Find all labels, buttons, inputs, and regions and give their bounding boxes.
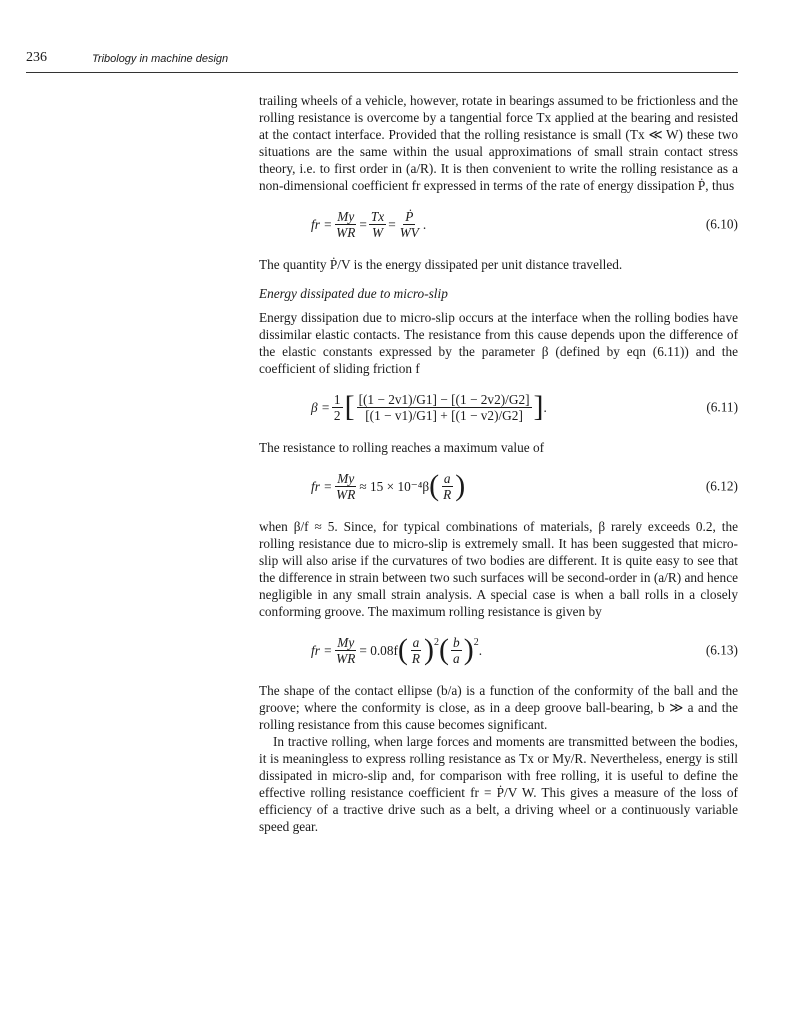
eq612-ratio-denominator: R: [443, 486, 452, 502]
paragraph-tractive-rolling: In tractive rolling, when large forces and moments are transmitted between the bodies, it is meaningless to express rolling resistance as Tx or My/R. Nevertheless, energy is still dissipated in micro-slip and, for comparison with free rolling, it is useful to define the effective rolling resistance coefficient fr = Ṗ/V W. This gives a measure of the loss of efficiency of a tractive drive such as a belt, a driving wheel or a continuously variable speed gear.: [259, 734, 738, 834]
eq610-f1-denominator: WR: [336, 224, 356, 240]
eq613-end: .: [478, 642, 483, 658]
running-title: Tribology in machine design: [92, 53, 229, 65]
eq610-f1-numerator: My: [337, 208, 355, 224]
eq613-b-numerator: b: [453, 634, 460, 650]
eq610-equals-1: =: [359, 216, 367, 232]
eq610-equals-2: =: [388, 216, 396, 232]
eq613-denominator: WR: [336, 650, 356, 666]
eq611-numerator: [(1 − 2v1)/G1] − [(1 − 2v2)/G2]: [358, 391, 530, 407]
eq610-f3-denominator: WV: [399, 224, 419, 240]
page-header: [26, 50, 738, 73]
equation-number-6-13: (6.13): [705, 642, 738, 658]
equation-number-6-12: (6.12): [705, 478, 738, 494]
eq610-fraction-force: [369, 209, 386, 240]
page-number: 236: [26, 50, 47, 65]
eq611-half-denominator: 2: [333, 407, 341, 423]
equation-6-13: [259, 628, 738, 672]
eq612-ratio: [441, 471, 453, 502]
eq613-fraction: [334, 635, 357, 666]
eq611-half-numerator: 1: [333, 391, 341, 407]
eq613-a-over-r: [410, 635, 422, 666]
eq610-f2-denominator: W: [371, 224, 384, 240]
eq613-open-paren-b: (: [439, 633, 450, 666]
eq612-numerator: My: [337, 470, 355, 486]
paragraph-beta-ratio: when β/f ≈ 5. Since, for typical combinations of materials, β rarely exceeds 0.2, the rolling resistance due to micro-slip is extremely small. It has been suggested that micro-slip will also arise if the curvatures of two bodies are different. It is quite easy to see that the difference in strain between two such surfaces will be second-order in (a/R) and hence negligible in any small strain analysis. A special case is when a ball rolls in a closely conforming groove. The maximum rolling resistance is given by: [259, 519, 738, 619]
eq612-denominator: WR: [336, 486, 356, 502]
eq613-b-denominator: a: [453, 650, 460, 666]
eq613-close-paren-b: ): [463, 633, 474, 666]
eq612-mid: ≈ 15 × 10⁻⁴β: [359, 478, 430, 494]
equation-6-12: [259, 464, 738, 508]
eq613-exponent-b: 2: [473, 637, 479, 648]
paragraph-max-resistance: The resistance to rolling reaches a maximum value of: [259, 440, 545, 455]
eq611-open-bracket: [: [344, 390, 355, 423]
eq611-main-fraction: [357, 392, 532, 423]
equation-number-6-11: (6.11): [706, 399, 738, 415]
section-heading: Energy dissipated due to micro-slip: [259, 286, 448, 301]
eq613-numerator: My: [337, 634, 355, 650]
paragraph-contact-ellipse: The shape of the contact ellipse (b/a) is a function of the conformity of the ball and the groove; where the conformity is close, as in a deep groove ball-bearing, b ≫ a and the rolling resistance from this cause becomes significant.: [259, 683, 738, 732]
eq613-close-paren-a: ): [424, 633, 435, 666]
eq613-open-paren-a: (: [397, 633, 408, 666]
eq613-a-denominator: R: [411, 650, 421, 666]
equation-6-10: [259, 202, 738, 246]
eq612-close-paren: ): [455, 469, 466, 502]
eq610-f2-numerator: Tx: [370, 208, 385, 224]
eq613-exponent-a: 2: [434, 637, 440, 648]
eq610-fraction-power: [398, 209, 421, 240]
eq611-lhs: β =: [311, 399, 330, 415]
eq613-b-over-a: [451, 635, 462, 666]
eq610-f3-numerator: Ṗ: [405, 208, 414, 224]
equation-number-6-10: (6.10): [705, 216, 738, 232]
paragraph-micro-slip: Energy dissipation due to micro-slip occurs at the interface when the rolling bodies have dissimilar elastic contacts. The resistance from this cause depends upon the difference of the elastic constants expressed by the parameter β (defined by eqn (6.11)) and the coefficient of sliding friction f: [259, 310, 738, 376]
eq612-ratio-numerator: a: [443, 470, 451, 486]
eq611-close-bracket: ]: [533, 390, 544, 423]
eq613-a-numerator: a: [412, 634, 420, 650]
paragraph-quantity: The quantity Ṗ/V is the energy dissipated per unit distance travelled.: [259, 257, 623, 272]
eq612-fraction: [334, 471, 357, 502]
eq612-lhs: fr =: [311, 478, 333, 494]
eq611-half: [332, 392, 343, 423]
equation-6-11: [259, 385, 738, 429]
eq610-fraction-moment: [334, 209, 357, 240]
eq611-end: .: [543, 399, 547, 415]
eq610-lhs: fr =: [311, 216, 333, 232]
eq613-lhs: fr =: [311, 642, 333, 658]
eq610-end: .: [422, 216, 427, 232]
paragraph-trailing-wheels: trailing wheels of a vehicle, however, rotate in bearings assumed to be frictionless and the rolling resistance is overcome by a tangential force Tx applied at the bearing and resisted at the contact interface. Provided that the rolling resistance is small (Tx ≪ W) these two situations are the same within the usual approximations of small strain contact stress theory, i.e. to first order in (a/R). It is then convenient to write the rolling resistance as a non-dimensional coefficient fr expressed in terms of the rate of energy dissipation Ṗ, thus: [259, 93, 738, 193]
page-body: [259, 92, 738, 835]
eq613-mid: = 0.08f: [359, 642, 398, 658]
eq611-denominator: [(1 − v1)/G1] + [(1 − v2)/G2]: [365, 407, 523, 423]
eq612-open-paren: (: [429, 469, 440, 502]
